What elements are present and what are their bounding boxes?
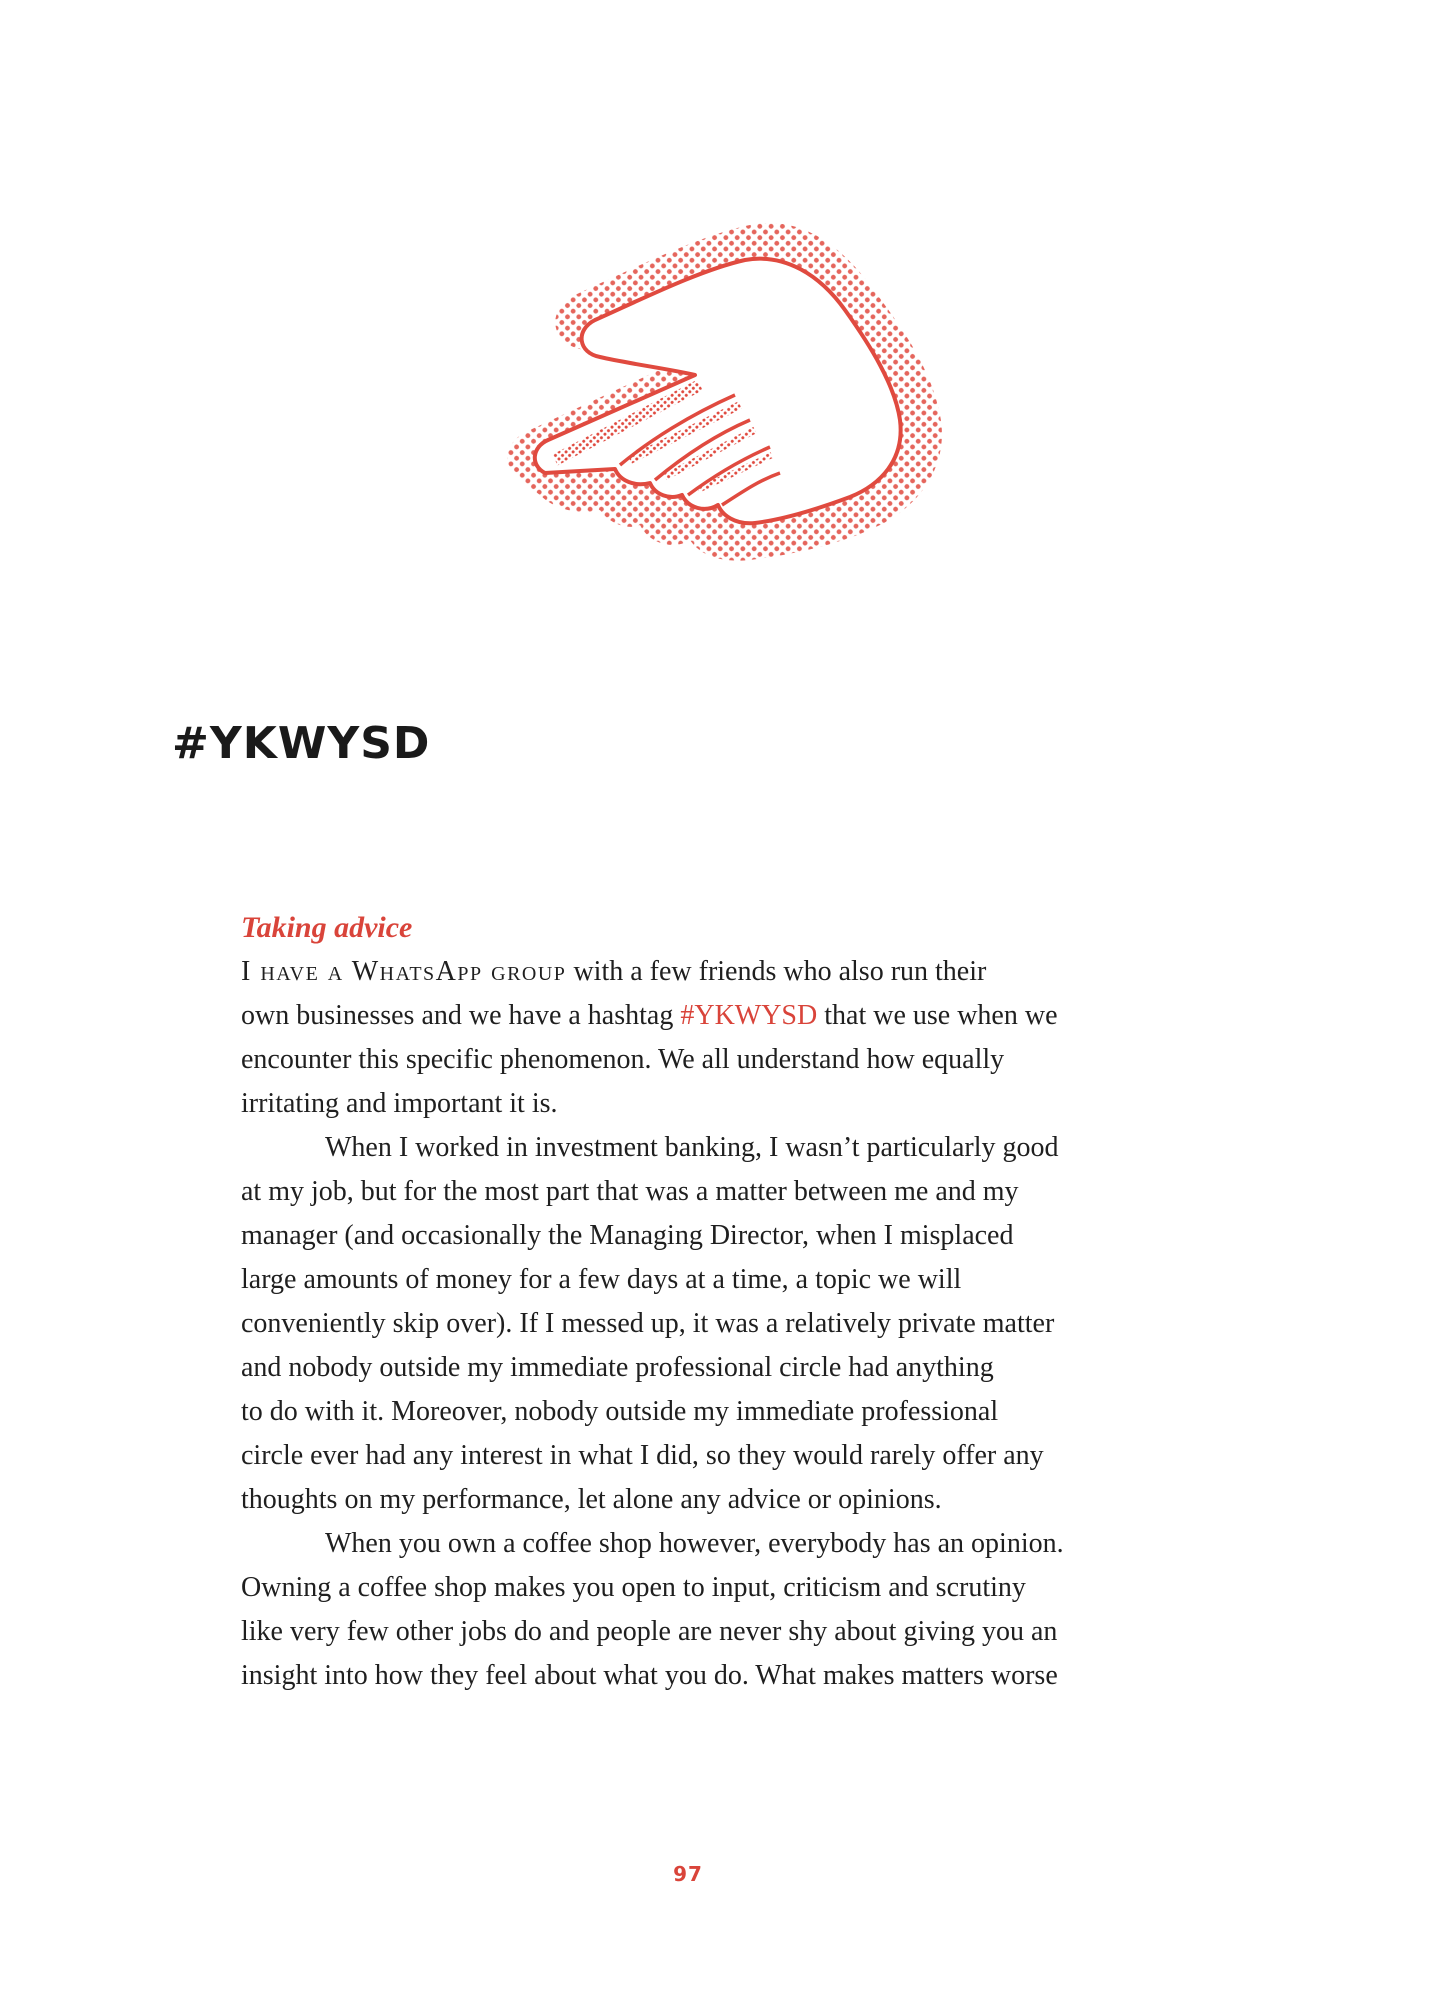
paragraph-3 [241,1522,1141,1698]
paragraph-1 [241,950,1141,1126]
paragraph-1-line-1-text: with a few friends who also run their [566,956,987,987]
paragraph-1-line-3: encounter this specific phenomenon. We all understand how equally [241,1044,1005,1075]
paragraph-1-line-4: irritating and important it is. [241,1088,558,1119]
paragraph-1-line-2-after: that we use when we [817,1000,1058,1031]
paragraph-1-line-2 [241,994,1141,1038]
paragraph-3-line: Owning a coffee shop makes you open to input, criticism and scrutiny [241,1572,1026,1603]
paragraph-3-line: insight into how they feel about what you do. What makes matters worse [241,1660,1058,1691]
paragraph-2-line: and nobody outside my immediate professional circle had anything [241,1352,994,1383]
chapter-title: #YKWYSD [172,718,431,769]
pointing-hand-icon [460,215,1000,645]
paragraph-2-line: circle ever had any interest in what I did, so they would rarely offer any [241,1440,1044,1471]
paragraph-2-line: conveniently skip over). If I messed up, it was a relatively private matter [241,1308,1055,1339]
paragraph-2 [241,1126,1141,1522]
paragraph-3-line: like very few other jobs do and people are never shy about giving you an [241,1616,1058,1647]
paragraph-2-line: large amounts of money for a few days at a time, a topic we will [241,1264,962,1295]
paragraph-3-line: When you own a coffee shop however, everybody has an opinion. [325,1528,1064,1559]
paragraph-1-line-2-before: own businesses and we have a hashtag [241,1000,681,1031]
paragraph-2-line: to do with it. Moreover, nobody outside my immediate professional [241,1396,999,1427]
section-subheading: Taking advice [241,911,413,944]
body-text [241,906,1141,1698]
paragraph-2-line: manager (and occasionally the Managing Director, when I misplaced [241,1220,1014,1251]
paragraph-2-line: thoughts on my performance, let alone any advice or opinions. [241,1484,942,1515]
paragraph-2-line: When I worked in investment banking, I wasn’t particularly good [325,1132,1059,1163]
hashtag-text: #YKWYSD [680,1000,818,1031]
lead-in-smallcaps: I have a WhatsApp group [241,956,567,987]
page-number: 97 [673,1862,703,1886]
paragraph-1-line-1 [241,950,1141,994]
paragraph-2-line: at my job, but for the most part that was a matter between me and my [241,1176,1019,1207]
